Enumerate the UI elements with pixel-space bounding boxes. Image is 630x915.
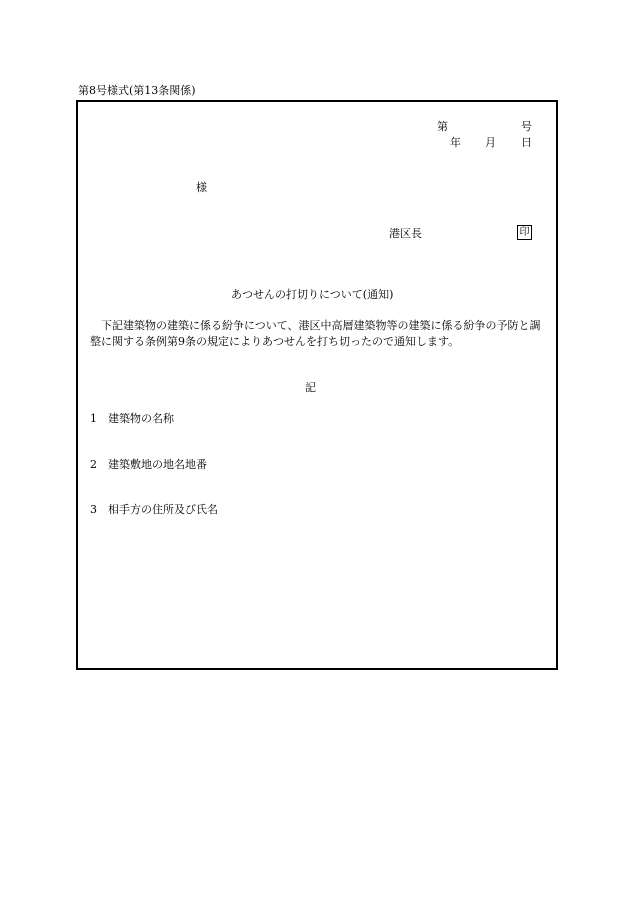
form-number-label: 第8号様式(第13条関係) xyxy=(78,84,196,97)
seal-stamp-box: 印 xyxy=(517,225,532,240)
date-year: 年 xyxy=(450,136,461,149)
document-frame xyxy=(76,100,558,670)
date-month: 月 xyxy=(485,136,496,149)
item-site-address xyxy=(90,458,207,472)
item-number: 3 xyxy=(90,503,97,516)
number-prefix: 第 xyxy=(437,120,448,133)
number-suffix: 号 xyxy=(521,120,532,133)
addressee-suffix: 様 xyxy=(196,181,207,194)
item-number: 2 xyxy=(90,458,97,471)
item-label: 建築敷地の地名地番 xyxy=(108,458,207,471)
subject-title: あつせんの打切りについて(通知) xyxy=(231,288,394,301)
ki-heading: 記 xyxy=(305,381,316,394)
item-label: 相手方の住所及び氏名 xyxy=(108,503,218,516)
date-day: 日 xyxy=(521,136,532,149)
notice-body: 下記建築物の建築に係る紛争について、港区中高層建築物等の建築に係る紛争の予防と調整に関する条例第9条の規定によりあつせんを打ち切ったので通知します。 xyxy=(90,319,541,348)
item-number: 1 xyxy=(90,412,97,425)
item-label: 建築物の名称 xyxy=(108,412,174,425)
item-building-name xyxy=(90,412,174,426)
sender-title: 港区長 xyxy=(389,227,422,240)
item-counterparty xyxy=(90,503,218,517)
